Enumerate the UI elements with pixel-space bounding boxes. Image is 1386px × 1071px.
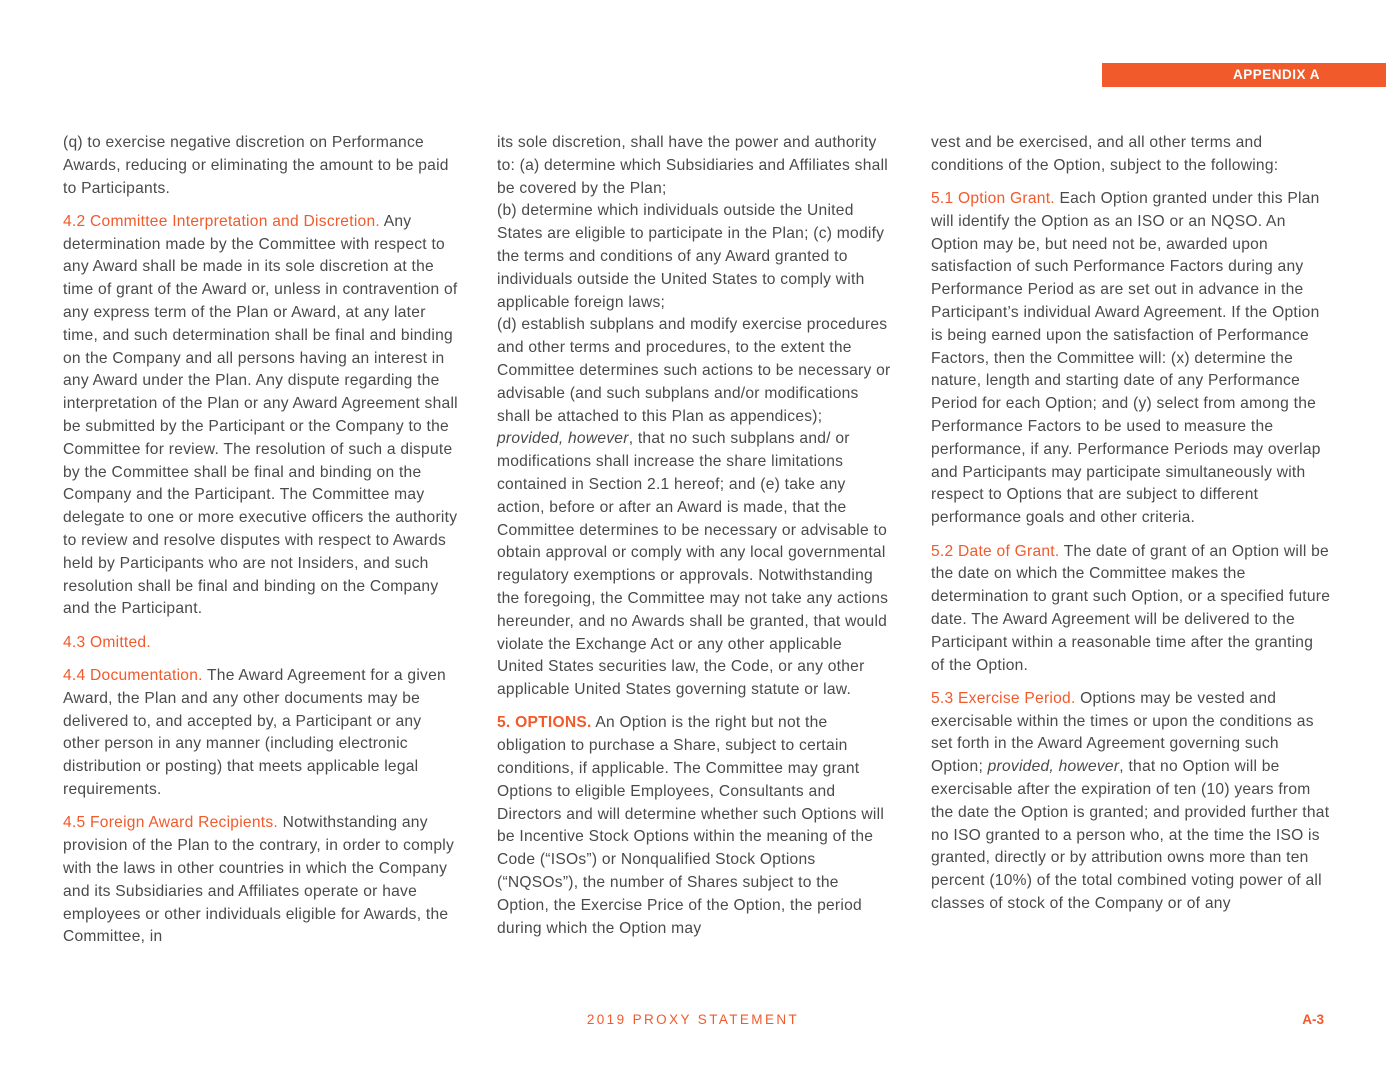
section-heading: 5.2 Date of Grant. — [931, 542, 1060, 560]
appendix-banner: APPENDIX A — [1102, 63, 1386, 87]
text-run: (d) establish subplans and modify exercise procedures and other terms and procedures, to the extent the Committee determines such actions to be necessary or advisable (and such subplans and/or modifications shall be attached to this Plan as appendices); — [497, 316, 891, 425]
section-5-2 — [931, 541, 1331, 678]
text-run: its sole discretion, shall have the power and authority to: (a) determine which Subsidiaries and Affiliates shall be covered by the Plan; — [497, 134, 889, 197]
text-column-left — [63, 132, 458, 960]
section-body: The Award Agreement for a given Award, the Plan and any other documents may be delivered to, and accepted by, a Participant or any other person in any manner (including electronic distribution or posting) that meets applicable legal requirements. — [63, 667, 446, 799]
section-heading: 5.1 Option Grant. — [931, 190, 1055, 208]
section-heading: 5.3 Exercise Period. — [931, 689, 1076, 707]
section-heading: 4.3 Omitted. — [63, 633, 151, 651]
text-column-middle — [497, 132, 892, 951]
section-body: Any determination made by the Committee with respect to any Award shall be made in its sole discretion at the time of grant of the Award or, unless in contravention of any express term of the Plan or Award, at any later time, and such determination shall be final and binding on the Company and all persons having an interest in any Award under the Plan. Any dispute regarding the interpretation of the Plan or any Award Agreement shall be submitted by the Participant or the Company to the Committee for review. The resolution of such a dispute by the Committee shall be final and binding on the Company and the Participant. The Committee may delegate to one or more executive officers the authority to review and resolve disputes with respect to Awards held by Participants who are not Insiders, and such resolution shall be final and binding on the Company and the Participant. — [63, 212, 458, 618]
page-number: A-3 — [1302, 1012, 1324, 1027]
section-5 — [497, 712, 892, 940]
section-5-continued: vest and be exercised, and all other terms and conditions of the Option, subject to the following: — [931, 134, 1279, 174]
section-body: , that no Option will be exercisable after the expiration of ten (10) years from the date the Option is granted; and provided further that no ISO granted to a person who, at the time the ISO is granted, directly or by attribution owns more than ten percent (10%) of the total combined voting power of all classes of stock of the Company or of any — [931, 758, 1330, 912]
section-4-5-continued — [497, 132, 892, 702]
section-heading: 4.4 Documentation. — [63, 667, 203, 685]
section-4-3 — [63, 632, 458, 655]
section-body: An Option is the right but not the obligation to purchase a Share, subject to certain conditions, if applicable. The Committee may grant Options to eligible Employees, Consultants and Directors and will determine whether such Options will be Incentive Stock Options within the meaning of the Code (“ISOs”) or Nonqualified Stock Options (“NQSOs”), the number of Shares subject to the Option, the Exercise Price of the Option, the period during which the Option may — [497, 714, 885, 937]
section-body: Options may be vested and exercisable within the times or upon the conditions as set forth in the Award Agreement governing such Option; — [931, 689, 1314, 776]
section-heading: 4.5 Foreign Award Recipients. — [63, 814, 278, 832]
footer-title: 2019 PROXY STATEMENT — [586, 1012, 800, 1027]
section-5-1 — [931, 188, 1331, 530]
section-4-2 — [63, 211, 458, 621]
section-5-3 — [931, 688, 1331, 916]
text-column-right — [931, 132, 1331, 926]
section-body: The date of grant of an Option will be the date on which the Committee makes the determination to grant such Option, or a specified future date. The Award Agreement will be delivered to the Participant within a reasonable time after the granting of the Option. — [931, 542, 1331, 674]
paragraph-4-1q: (q) to exercise negative discretion on Performance Awards, reducing or eliminating the amount to be paid to Participants. — [63, 134, 449, 197]
section-heading: 4.2 Committee Interpretation and Discretion. — [63, 212, 380, 230]
section-body: Each Option granted under this Plan will identify the Option as an ISO or an NQSO. An Option may be, but need not be, awarded upon satisfaction of such Performance Factors during any Performance Period as are set out in advance in the Participant’s individual Award Agreement. If the Option is being earned upon the satisfaction of Performance Factors, then the Committee will: (x) determine the nature, length and starting date of any Performance Period for each Option; and (y) select from among the Performance Factors to be used to measure the performance, if any. Performance Periods may overlap and Participants may participate simultaneously with respect to Options that are subject to different performance goals and other criteria. — [931, 190, 1321, 527]
section-4-4 — [63, 665, 458, 802]
section-body: Notwithstanding any provision of the Plan to the contrary, in order to comply with the laws in other countries in which the Company and its Subsidiaries and Affiliates operate or have employees or other individuals eligible for Awards, the Committee, in — [63, 814, 454, 946]
text-run: (b) determine which individuals outside the United States are eligible to participate in the Plan; (c) modify the terms and conditions of any Award granted to individuals outside the United States to comply with applicable foreign laws; — [497, 202, 885, 311]
section-4-5 — [63, 812, 458, 949]
italic-text: provided, however — [497, 430, 629, 448]
text-run: , that no such subplans and/ or modifications shall increase the share limitations contained in Section 2.1 hereof; and (e) take any action, before or after an Award is made, that the Committee determines to be necessary or advisable to obtain approval or comply with any local governmental regulatory exemptions or approvals. Notwithstanding the foregoing, the Committee may not take any actions hereunder, and no Awards shall be granted, that would violate the Exchange Act or any other applicable United States securities law, the Code, or any other applicable United States governing statute or law. — [497, 430, 889, 699]
section-heading: 5. OPTIONS. — [497, 714, 592, 732]
italic-text: provided, however — [987, 758, 1120, 776]
